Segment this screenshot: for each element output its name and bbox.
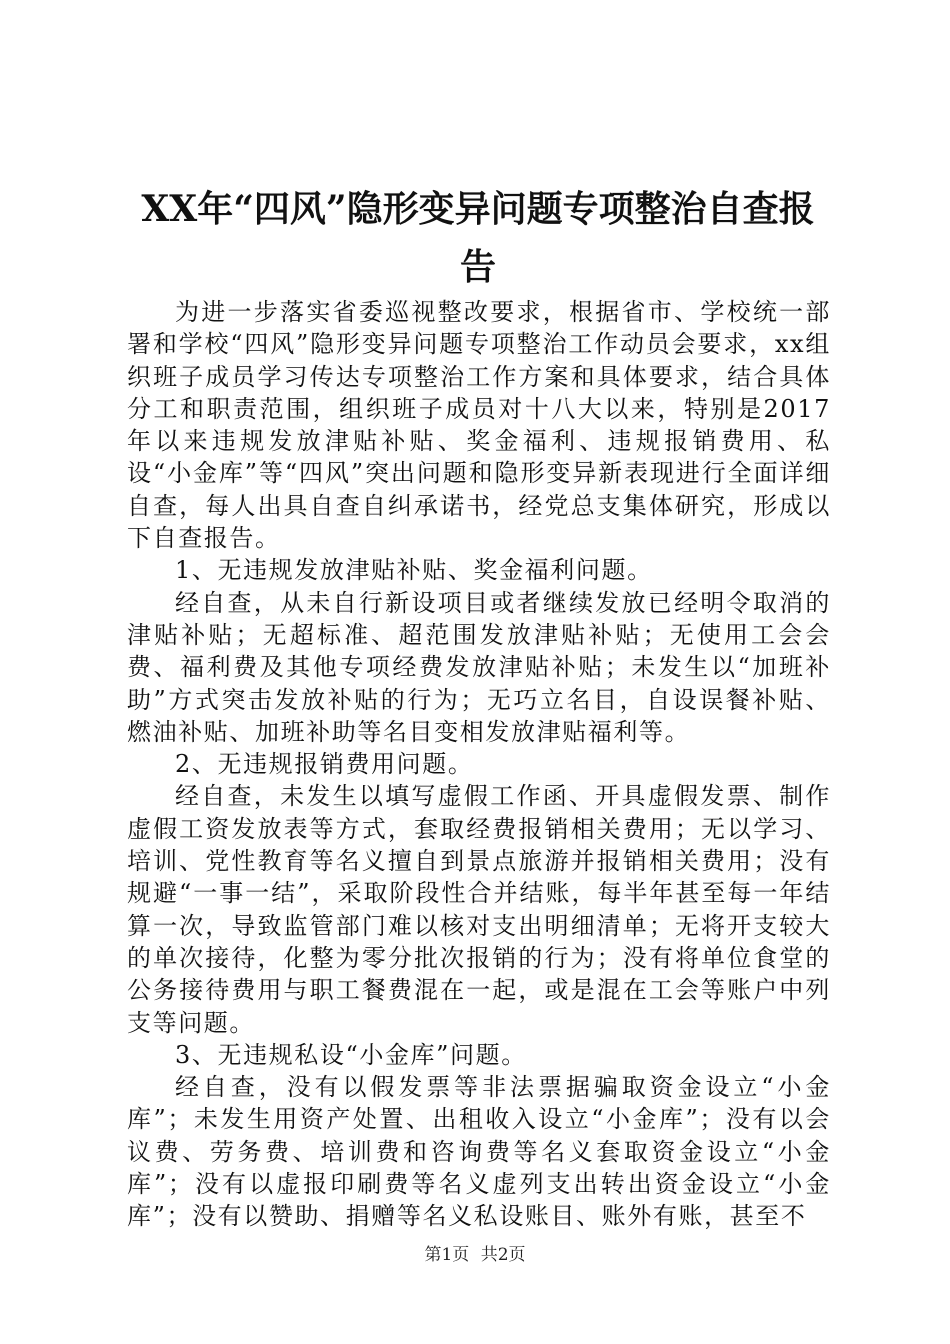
document-title	[128, 180, 828, 296]
section-heading-1: 1、无违规发放津贴补贴、奖金福利问题。	[175, 556, 653, 585]
page-number: 第1页	[424, 1245, 470, 1265]
page-total: 共2页	[480, 1245, 526, 1265]
page-footer	[0, 1240, 950, 1265]
title-line-2: 告	[459, 246, 496, 288]
section-heading-3: 3、无违规私设“小金库”问题。	[175, 1040, 527, 1069]
paragraph-section-3: 经自查，没有以假发票等非法票据骗取资金设立“小金库”；未发生用资产处置、出租收入设立“小金库”；没有以会议费、劳务费、培训费和咨询费等名义套取资金设立“小金库”；没有以虚报印刷费等名义虚列支出转出资金设立“小金库”；没有以赞助、捐赠等名义私设账目、账外有账，甚至不	[127, 1073, 831, 1231]
document-body	[127, 296, 831, 1233]
section-heading-2: 2、无违规报销费用问题。	[175, 750, 474, 779]
title-line-1: XX年“四风”隐形变异问题专项整治自查报	[141, 188, 815, 230]
paragraph-intro: 为进一步落实省委巡视整改要求，根据省市、学校统一部署和学校“四风”隐形变异问题专项整治工作动员会要求，xx组织班子成员学习传达专项整治工作方案和具体要求，结合具体分工和职责范围，组织班子成员对十八大以来，特别是2017年以来违规发放津贴补贴、奖金福利、违规报销费用、私设“小金库”等“四风”突出问题和隐形变异新表现进行全面详细自查，每人出具自查自纠承诺书，经党总支集体研究，形成以下自查报告。	[127, 298, 831, 553]
paragraph-section-1: 经自查，从未自行新设项目或者继续发放已经明令取消的津贴补贴；无超标准、超范围发放津贴补贴；无使用工会会费、福利费及其他专项经费发放津贴补贴；未发生以“加班补助”方式突击发放补贴的行为；无巧立名目，自设误餐补贴、燃油补贴、加班补助等名目变相发放津贴福利等。	[127, 588, 831, 746]
paragraph-section-2: 经自查，未发生以填写虚假工作函、开具虚假发票、制作虚假工资发放表等方式，套取经费报销相关费用；无以学习、培训、党性教育等名义擅自到景点旅游并报销相关费用；没有规避“一事一结”，采取阶段性合并结账，每半年甚至每一年结算一次，导致监管部门难以核对支出明细清单；无将开支较大的单次接待，化整为零分批次报销的行为；没有将单位食堂的公务接待费用与职工餐费混在一起，或是混在工会等账户中列支等问题。	[127, 782, 831, 1037]
